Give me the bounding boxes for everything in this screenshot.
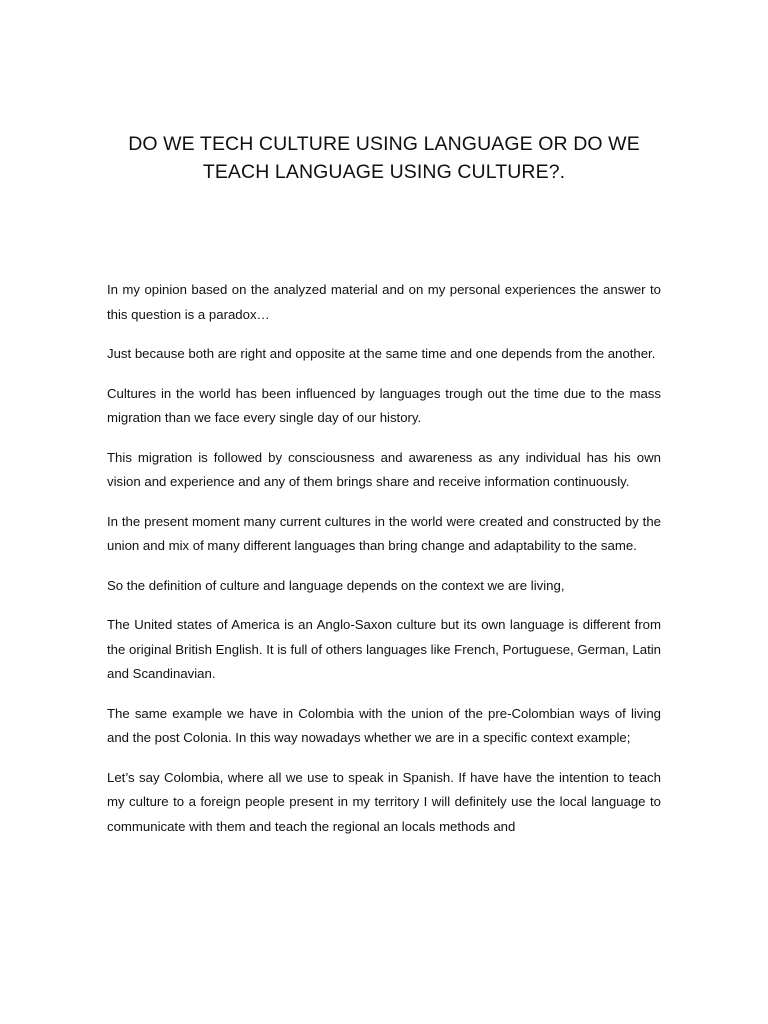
paragraph: The United states of America is an Anglo-Saxon culture but its own language is different from the original British English. It is full of others languages like French, Portuguese, German, Latin and Scandinavian. (107, 617, 661, 681)
paragraph: This migration is followed by consciousness and awareness as any individual has his own vision and experience and any of them brings share and receive information continuously. (107, 449, 661, 489)
paragraph: The same example we have in Colombia with the union of the pre-Colombian ways of living and the post Colonia. In this way nowadays whether we are in a specific context example; (107, 705, 661, 745)
paragraph: In my opinion based on the analyzed material and on my personal experiences the answer to this question is a paradox… (107, 282, 661, 322)
paragraph: In the present moment many current cultures in the world were created and constructed by the union and mix of many different languages than bring change and adaptability to the same. (107, 513, 661, 553)
document-body (107, 278, 661, 854)
title-line-2: TEACH LANGUAGE USING CULTURE?. (202, 161, 566, 183)
paragraph: Cultures in the world has been influenced by languages trough out the time due to the mass migration than we face every single day of our history. (107, 385, 661, 425)
paragraph: Just because both are right and opposite at the same time and one depends from the another. (107, 346, 656, 361)
title-line-1: DO WE TECH CULTURE USING LANGUAGE OR DO WE (128, 133, 640, 155)
paragraph: So the definition of culture and language depends on the context we are living, (107, 577, 565, 593)
paragraph: Let’s say Colombia, where all we use to speak in Spanish. If have have the intention to teach my culture to a foreign people present in my territory I will definitely use the local language to communicate with them and teach the regional an locals methods and (107, 769, 661, 834)
document-title (70, 130, 698, 186)
